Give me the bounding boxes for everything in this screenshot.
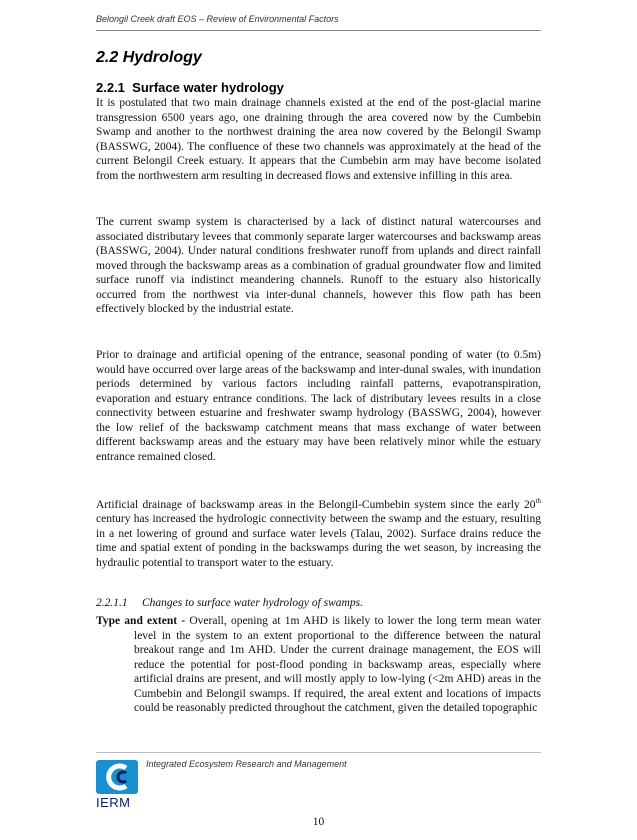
subsection-number: 2.2.1 bbox=[96, 80, 125, 95]
definition-text: Overall, opening at 1m AHD is likely to lower the long term mean water level in the system to an extent proportional to the difference between the natural breakout range and 1m AHD. Under the current drainage management, the EOS will reduce the potential for post-flood ponding in backswamp areas, especially where artificial drains are present, and will mostly apply to low-lying (<2m AHD) areas in the Cumbebin and Belongil swamps. If required, the areal extent and locations of impacts could be reasonably predicted throughout the catchment, given the detailed topographic bbox=[134, 615, 541, 714]
section-title: Hydrology bbox=[122, 49, 202, 66]
section-number: 2.2 bbox=[96, 49, 119, 66]
subsection-heading bbox=[96, 80, 284, 95]
subsubsection-number: 2.2.1.1 bbox=[96, 597, 128, 609]
section-heading bbox=[96, 49, 202, 67]
body-paragraph bbox=[96, 494, 541, 570]
ordinal-superscript: th bbox=[535, 497, 541, 505]
running-header: Belongil Creek draft EOS – Review of Environmental Factors bbox=[96, 14, 339, 24]
ierm-logo-icon bbox=[96, 760, 138, 794]
definition-term: Type and extent - bbox=[96, 615, 186, 627]
subsection-title: Surface water hydrology bbox=[132, 80, 284, 95]
subsubsection-heading bbox=[96, 597, 363, 609]
paragraph-text: Artificial drainage of backswamp areas in the Belongil-Cumbebin system since the early 20 bbox=[96, 498, 536, 511]
subsubsection-title: Changes to surface water hydrology of swamps. bbox=[142, 597, 363, 609]
paragraph-text: century has increased the hydrologic connectivity between the swamp and the estuary, resulting in a net lowering of ground and surface water levels (Talau, 2002). Surface drains reduce the time and spatial extent of ponding in the backswamps during the wet season, by increasing the hydraulic potential to transport water to the estuary. bbox=[96, 513, 541, 569]
page-number: 10 bbox=[312, 816, 325, 828]
definition-paragraph bbox=[96, 614, 541, 716]
logo-wordmark: IERM bbox=[96, 795, 131, 810]
body-paragraph: It is postulated that two main drainage channels existed at the end of the post-glacial marine transgression 6500 years ago, one draining through the area covered now by the Cumbebin Swamp and another to the northwest draining the area now covered by the Belongil Swamp (BASSWG, 2004). The confluence of these two channels was approximately at the head of the current Belongil Creek estuary. It appears that the Cumbebin arm may have become isolated from the northwestern arm resulting in decreased flows and extensive infilling in this area. bbox=[96, 97, 541, 182]
footer-rule bbox=[96, 752, 541, 753]
footer-organisation: Integrated Ecosystem Research and Management bbox=[146, 759, 347, 769]
header-rule bbox=[96, 30, 541, 31]
body-paragraph: The current swamp system is characterised by a lack of distinct natural watercourses and associated distributary levees that commonly separate larger watercourses and backswamp areas (BASSWG, 2004). Under natural conditions freshwater runoff from uplands and direct rainfall moved through the backswamp areas as a combination of gradual groundwater flow and limited surface runoff via indistinct meandering channels. Runoff to the estuary also historically occurred from the northwest via inter-dunal channels, however this flow path has been effectively blocked by the industrial estate. bbox=[96, 216, 541, 315]
body-paragraph: Prior to drainage and artificial opening of the entrance, seasonal ponding of water (to 0.5m) would have occurred over large areas of the backswamp and inter-dunal swales, with inundation periods determined by various factors including rainfall patterns, evapotranspiration, evaporation and estuary entrance conditions. The lack of distributary levees results in a close connectivity between estuarine and freshwater swamp hydrology (BASSWG, 2004), however the low relief of the backswamp catchment means that mass exchange of water between different backswamp areas and the estuary may have been relatively minor while the estuary entrance remained closed. bbox=[96, 349, 541, 463]
